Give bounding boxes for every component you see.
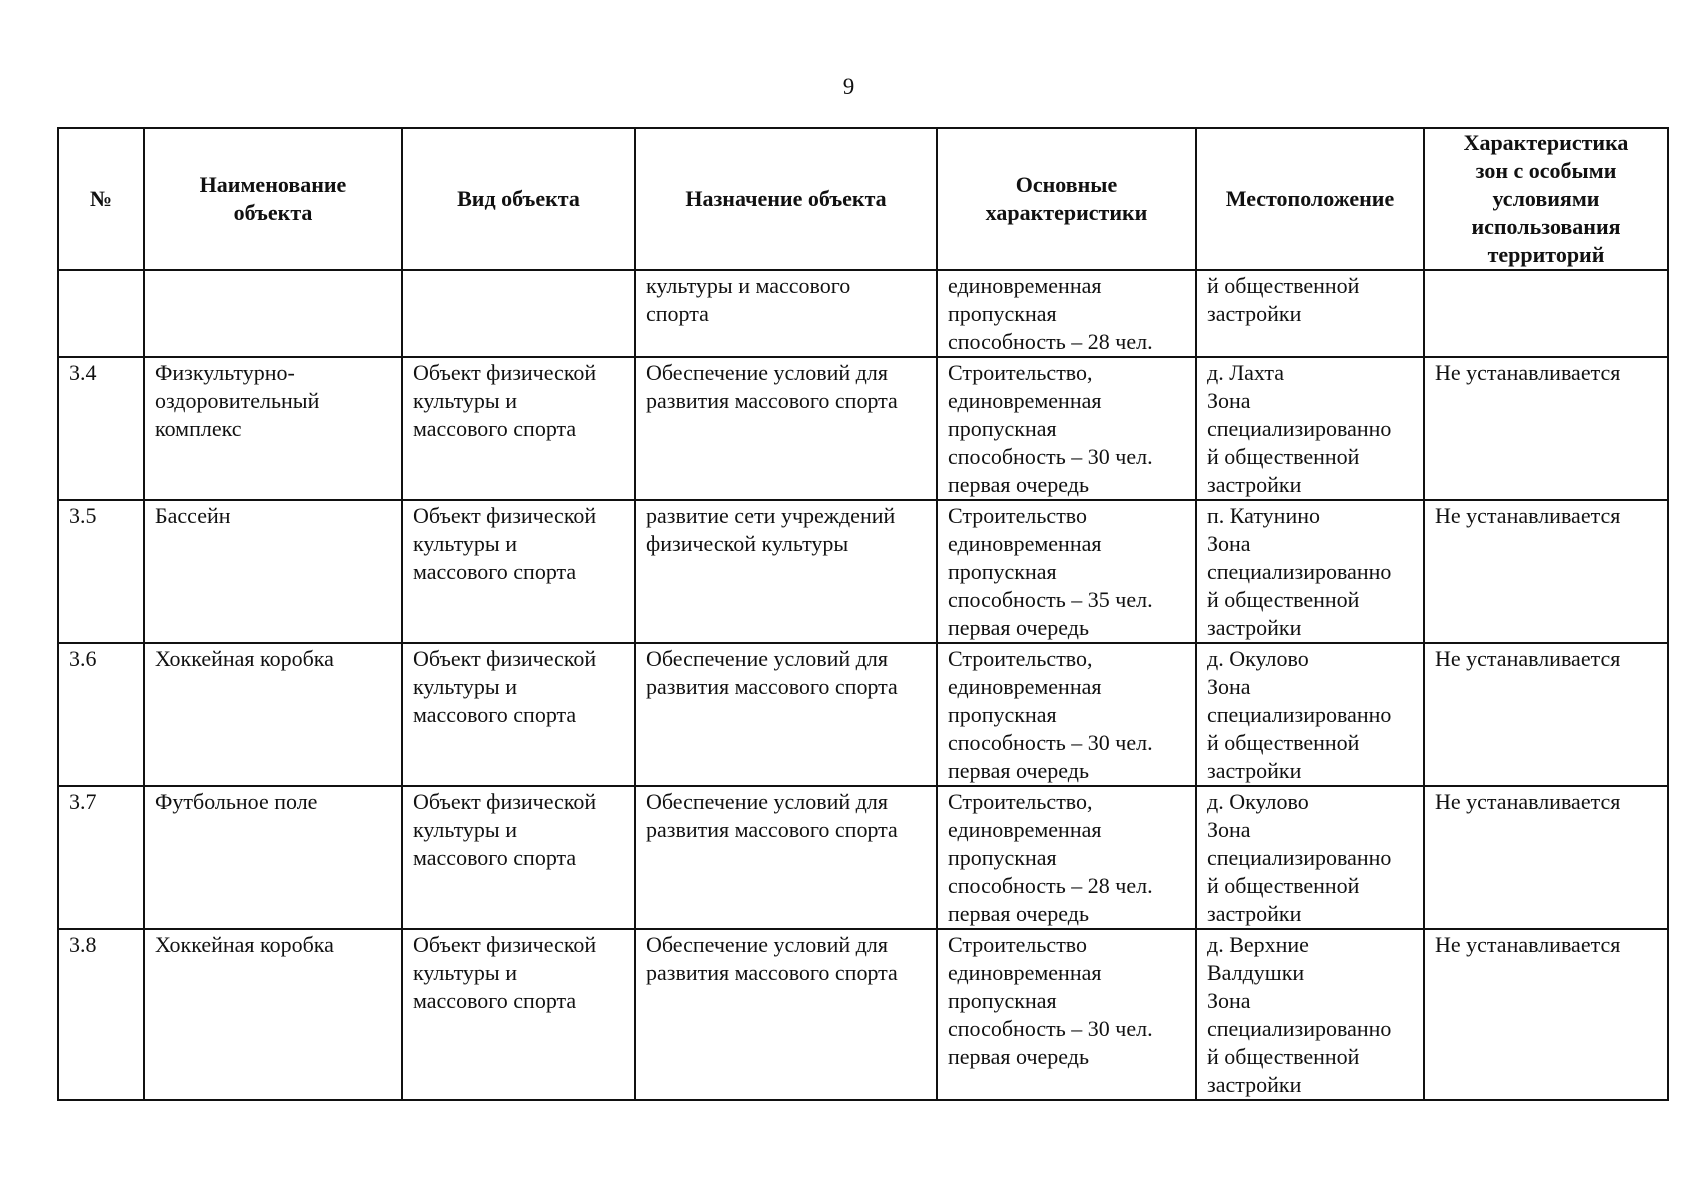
cell-text-line: 3.4 (69, 360, 97, 385)
cell-text-line: специализированно (1207, 416, 1392, 441)
cell-zones (1424, 500, 1668, 643)
cell-text-line: Строительство, (948, 789, 1093, 814)
cell-text-line: й общественной (1207, 273, 1360, 298)
cell-text-line: Обеспечение условий для (646, 932, 888, 957)
cell-text-line: Характеристика (1463, 130, 1629, 155)
cell-type (402, 500, 635, 643)
table-row (58, 500, 1668, 643)
cell-text-line: объекта (233, 200, 313, 225)
header-number (58, 128, 144, 270)
cell-text-line: д. Окулово (1207, 646, 1309, 671)
header-name (144, 128, 402, 270)
cell-text-line: й общественной (1207, 1044, 1360, 1069)
cell-text-line: пропускная (948, 702, 1057, 727)
cell-characteristics (937, 929, 1196, 1100)
cell-zones (1424, 643, 1668, 786)
cell-text-line: культуры и (413, 960, 517, 985)
cell-characteristics (937, 357, 1196, 500)
cell-text-line: й общественной (1207, 730, 1360, 755)
table-row (58, 929, 1668, 1100)
cell-text-line: культуры и (413, 388, 517, 413)
cell-text-line: й общественной (1207, 873, 1360, 898)
cell-text-line: массового спорта (413, 845, 577, 870)
cell-text-line: Обеспечение условий для (646, 360, 888, 385)
cell-text-line: Зона (1207, 988, 1251, 1013)
cell-text-line: пропускная (948, 845, 1057, 870)
cell-location (1196, 270, 1424, 357)
cell-text-line: Строительство, (948, 646, 1093, 671)
cell-location (1196, 929, 1424, 1100)
cell-text-line: Зона (1207, 817, 1251, 842)
cell-name (144, 786, 402, 929)
cell-text-line: развития массового спорта (646, 674, 898, 699)
cell-text-line: Объект физической (413, 646, 597, 671)
cell-text-line: д. Окулово (1207, 789, 1309, 814)
cell-purpose (635, 643, 937, 786)
cell-name (144, 929, 402, 1100)
cell-number (58, 270, 144, 357)
cell-text-line: спорта (646, 301, 709, 326)
cell-text-line: единовременная (948, 960, 1102, 985)
cell-text-line: Наименование (199, 172, 347, 197)
cell-text-line: д. Верхние (1207, 932, 1309, 957)
cell-text-line: зон с особыми (1475, 158, 1617, 183)
cell-type (402, 643, 635, 786)
header-characteristics (937, 128, 1196, 270)
cell-text-line: культуры и массового (646, 273, 851, 298)
cell-type (402, 786, 635, 929)
cell-text-line: застройки (1207, 901, 1302, 926)
cell-zones (1424, 786, 1668, 929)
cell-text-line: специализированно (1207, 1016, 1392, 1041)
cell-text-line: первая очередь (948, 1044, 1089, 1069)
cell-text-line: пропускная (948, 559, 1057, 584)
cell-text-line: первая очередь (948, 758, 1089, 783)
cell-text-line: Зона (1207, 674, 1251, 699)
cell-text-line: Не устанавливается (1435, 932, 1621, 957)
cell-text-line: способность – 35 чел. (948, 587, 1153, 612)
header-zones (1424, 128, 1668, 270)
cell-text-line: Строительство (948, 932, 1088, 957)
cell-text-line: физической культуры (646, 531, 849, 556)
cell-text-line: способность – 30 чел. (948, 444, 1153, 469)
header-purpose (635, 128, 937, 270)
cell-text-line: культуры и (413, 674, 517, 699)
cell-text-line: Обеспечение условий для (646, 789, 888, 814)
cell-text-line: 3.6 (69, 646, 97, 671)
cell-text-line: Не устанавливается (1435, 360, 1621, 385)
cell-text-line: Не устанавливается (1435, 646, 1621, 671)
cell-text-line: № (89, 186, 113, 211)
header-type (402, 128, 635, 270)
cell-text-line: первая очередь (948, 472, 1089, 497)
cell-text-line: Зона (1207, 388, 1251, 413)
cell-zones (1424, 270, 1668, 357)
table-header-row (58, 128, 1668, 270)
cell-number (58, 500, 144, 643)
cell-text-line: специализированно (1207, 559, 1392, 584)
cell-location (1196, 500, 1424, 643)
cell-text-line: территорий (1487, 242, 1605, 267)
cell-text-line: культуры и (413, 817, 517, 842)
cell-text-line: пропускная (948, 988, 1057, 1013)
cell-text-line: Назначение объекта (685, 186, 887, 211)
cell-purpose (635, 929, 937, 1100)
cell-text-line: 3.8 (69, 932, 97, 957)
cell-text-line: Футбольное поле (155, 789, 318, 814)
cell-type (402, 357, 635, 500)
cell-text-line: Бассейн (155, 503, 231, 528)
cell-text-line: первая очередь (948, 901, 1089, 926)
cell-text-line: Не устанавливается (1435, 503, 1621, 528)
cell-text-line: специализированно (1207, 702, 1392, 727)
cell-text-line: пропускная (948, 416, 1057, 441)
cell-text-line: Строительство, (948, 360, 1093, 385)
cell-text-line: д. Лахта (1207, 360, 1284, 385)
table-row (58, 357, 1668, 500)
cell-text-line: Строительство (948, 503, 1088, 528)
cell-text-line: Объект физической (413, 932, 597, 957)
cell-text-line: развития массового спорта (646, 960, 898, 985)
cell-text-line: развития массового спорта (646, 817, 898, 842)
cell-text-line: Вид объекта (457, 186, 580, 211)
table-row (58, 270, 1668, 357)
cell-characteristics (937, 786, 1196, 929)
cell-name (144, 357, 402, 500)
cell-location (1196, 643, 1424, 786)
cell-characteristics (937, 500, 1196, 643)
cell-text-line: 3.5 (69, 503, 97, 528)
cell-location (1196, 357, 1424, 500)
cell-text-line: Зона (1207, 531, 1251, 556)
cell-text-line: Валдушки (1207, 960, 1305, 985)
cell-name (144, 500, 402, 643)
cell-purpose (635, 357, 937, 500)
cell-text-line: единовременная (948, 388, 1102, 413)
cell-text-line: й общественной (1207, 444, 1360, 469)
cell-text-line: способность – 30 чел. (948, 1016, 1153, 1041)
cell-text-line: Хоккейная коробка (155, 646, 334, 671)
cell-text-line: единовременная (948, 273, 1102, 298)
cell-text-line: Не устанавливается (1435, 789, 1621, 814)
cell-text-line: единовременная (948, 817, 1102, 842)
cell-text-line: единовременная (948, 531, 1102, 556)
cell-text-line: развитие сети учреждений (646, 503, 896, 528)
cell-name (144, 270, 402, 357)
cell-text-line: способность – 28 чел. (948, 329, 1153, 354)
cell-text-line: использования (1471, 214, 1621, 239)
header-location (1196, 128, 1424, 270)
cell-text-line: Местоположение (1225, 186, 1395, 211)
cell-text-line: комплекс (155, 416, 242, 441)
cell-zones (1424, 929, 1668, 1100)
cell-text-line: пропускная (948, 301, 1057, 326)
cell-text-line: специализированно (1207, 845, 1392, 870)
cell-text-line: й общественной (1207, 587, 1360, 612)
cell-text-line: застройки (1207, 1072, 1302, 1097)
cell-purpose (635, 786, 937, 929)
cell-number (58, 643, 144, 786)
cell-text-line: п. Катунино (1207, 503, 1320, 528)
cell-text-line: застройки (1207, 472, 1302, 497)
cell-text-line: условиями (1492, 186, 1600, 211)
cell-text-line: массового спорта (413, 416, 577, 441)
cell-text-line: Объект физической (413, 503, 597, 528)
table-row (58, 786, 1668, 929)
cell-zones (1424, 357, 1668, 500)
cell-purpose (635, 270, 937, 357)
cell-text-line: Физкультурно- (155, 360, 295, 385)
cell-name (144, 643, 402, 786)
cell-text-line: застройки (1207, 301, 1302, 326)
cell-text-line: Объект физической (413, 789, 597, 814)
cell-text-line: 3.7 (69, 789, 97, 814)
cell-text-line: способность – 28 чел. (948, 873, 1153, 898)
cell-text-line: первая очередь (948, 615, 1089, 640)
cell-text-line: Основные (1015, 172, 1118, 197)
cell-text-line: застройки (1207, 615, 1302, 640)
cell-text-line: оздоровительный (155, 388, 320, 413)
cell-text-line: Хоккейная коробка (155, 932, 334, 957)
cell-text-line: единовременная (948, 674, 1102, 699)
cell-text-line: Объект физической (413, 360, 597, 385)
cell-text-line: развития массового спорта (646, 388, 898, 413)
page-number: 9 (842, 74, 855, 99)
cell-text-line: характеристики (985, 200, 1148, 225)
cell-number (58, 929, 144, 1100)
cell-text-line: массового спорта (413, 559, 577, 584)
cell-number (58, 357, 144, 500)
cell-text-line: Обеспечение условий для (646, 646, 888, 671)
cell-type (402, 929, 635, 1100)
cell-number (58, 786, 144, 929)
cell-text-line: массового спорта (413, 988, 577, 1013)
cell-text-line: культуры и (413, 531, 517, 556)
cell-text-line: массового спорта (413, 702, 577, 727)
cell-characteristics (937, 270, 1196, 357)
objects-table (57, 127, 1669, 1101)
cell-characteristics (937, 643, 1196, 786)
cell-text-line: способность – 30 чел. (948, 730, 1153, 755)
cell-location (1196, 786, 1424, 929)
table-row (58, 643, 1668, 786)
cell-text-line: застройки (1207, 758, 1302, 783)
cell-type (402, 270, 635, 357)
cell-purpose (635, 500, 937, 643)
